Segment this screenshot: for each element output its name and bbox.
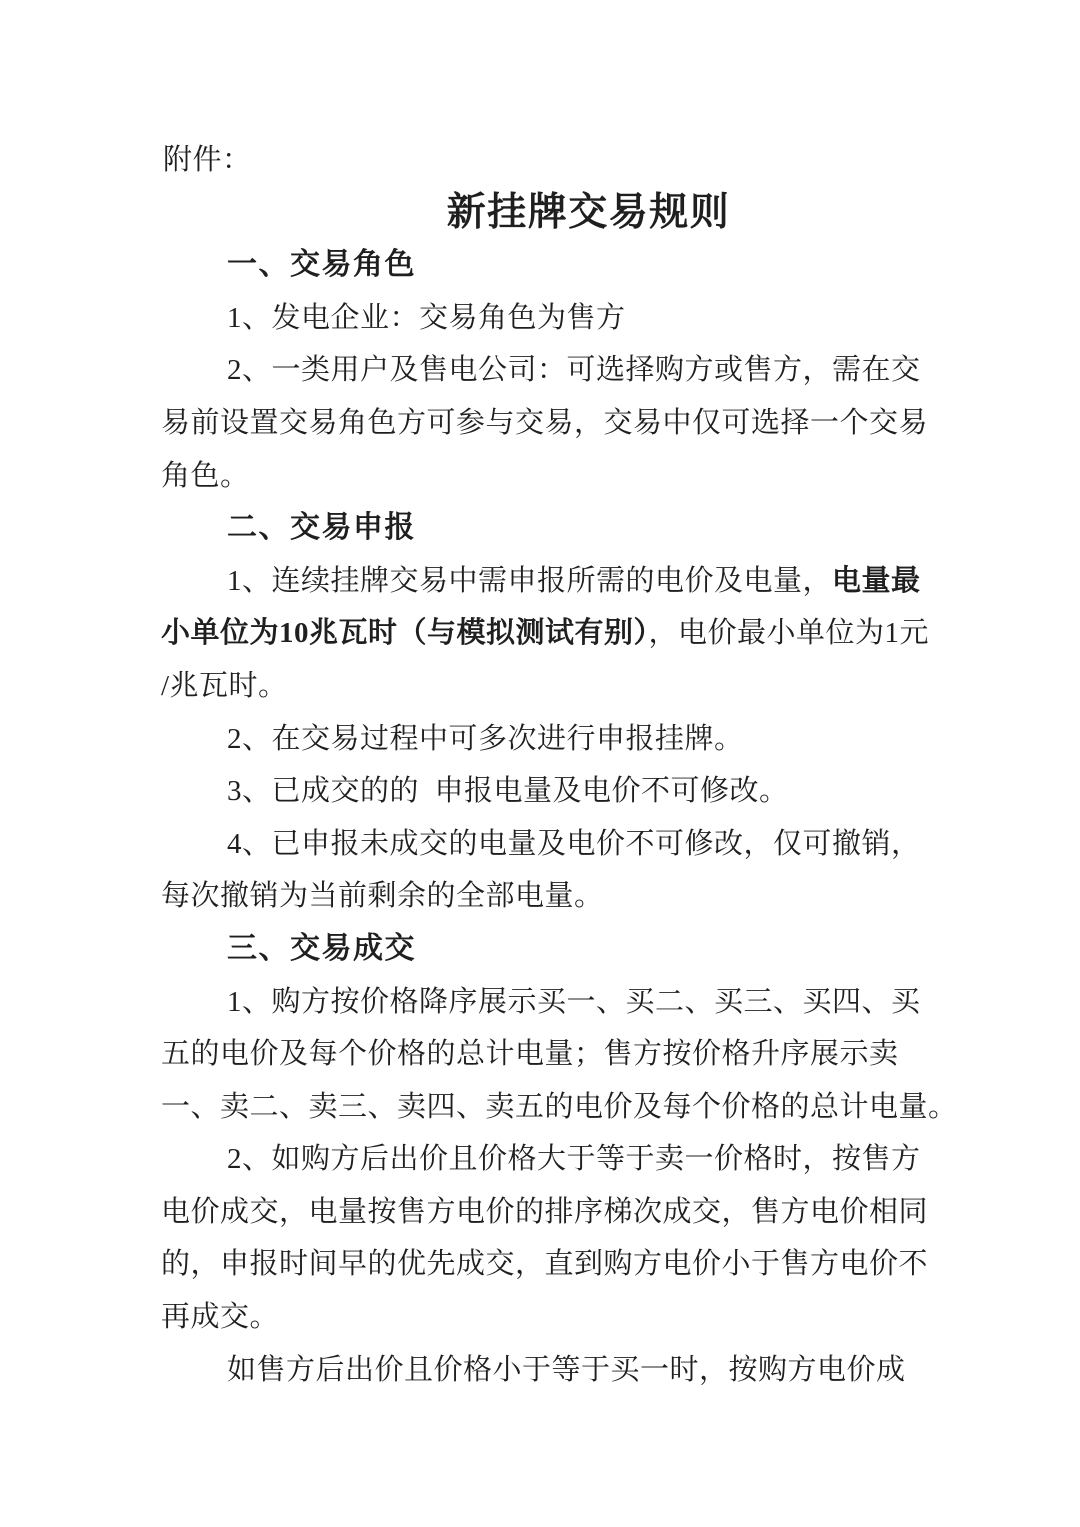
paragraph-line: 再成交。 [161, 1301, 280, 1334]
paragraph-line: 每次撤销为当前剩余的全部电量。 [161, 880, 604, 913]
paragraph-line: 1、购方按价格降序展示买一、买二、买三、买四、买 [227, 985, 921, 1018]
bold-text-run: 电量最 [832, 564, 921, 597]
document-content [161, 134, 958, 1396]
paragraph-line: 五的电价及每个价格的总计电量；售方按价格升序展示卖 [161, 1038, 899, 1071]
text-run: 1、连续挂牌交易中需申报所需的电价及电量， [227, 564, 833, 597]
paragraph-line: /兆瓦时。 [161, 669, 288, 702]
paragraph-line: 的，申报时间早的优先成交，直到购方电价小于售方电价不 [161, 1248, 929, 1281]
paragraph-line: 2、一类用户及售电公司：可选择购方或售方，需在交 [227, 354, 921, 387]
paragraph-line: 一、卖二、卖三、卖四、卖五的电价及每个价格的总计电量。 [161, 1090, 958, 1123]
document-title: 新挂牌交易规则 [446, 190, 731, 234]
paragraph-line: 2、如购方后出价且价格大于等于卖一价格时，按售方 [227, 1143, 921, 1176]
paragraph-line: 2、在交易过程中可多次进行申报挂牌。 [227, 722, 744, 755]
text-run: ，电价最小单位为1元 [648, 617, 930, 650]
section-heading: 三、交易成交 [227, 931, 416, 965]
section-heading: 一、交易角色 [227, 248, 416, 282]
paragraph-line: 易前设置交易角色方可参与交易，交易中仅可选择一个交易 [161, 406, 929, 439]
section-heading: 二、交易申报 [227, 511, 416, 545]
paragraph-line: 如售方后出价且价格小于等于买一时，按购方电价成 [227, 1353, 906, 1386]
paragraph-line [161, 607, 936, 660]
paragraph-line: 角色。 [161, 459, 250, 492]
attachment-label: 附件： [163, 144, 252, 176]
paragraph-line: 电价成交，电量按售方电价的排序梯次成交，售方电价相同 [161, 1195, 929, 1228]
bold-text-run: 小单位为10兆瓦时（与模拟测试有别） [161, 617, 649, 650]
paragraph-line [161, 555, 936, 608]
paragraph-line: 4、已申报未成交的电量及电价不可修改，仅可撤销， [227, 827, 921, 860]
paragraph-line: 3、已成交的的 申报电量及电价不可修改。 [227, 775, 789, 808]
paragraph-line: 1、发电企业：交易角色为售方 [227, 301, 626, 334]
